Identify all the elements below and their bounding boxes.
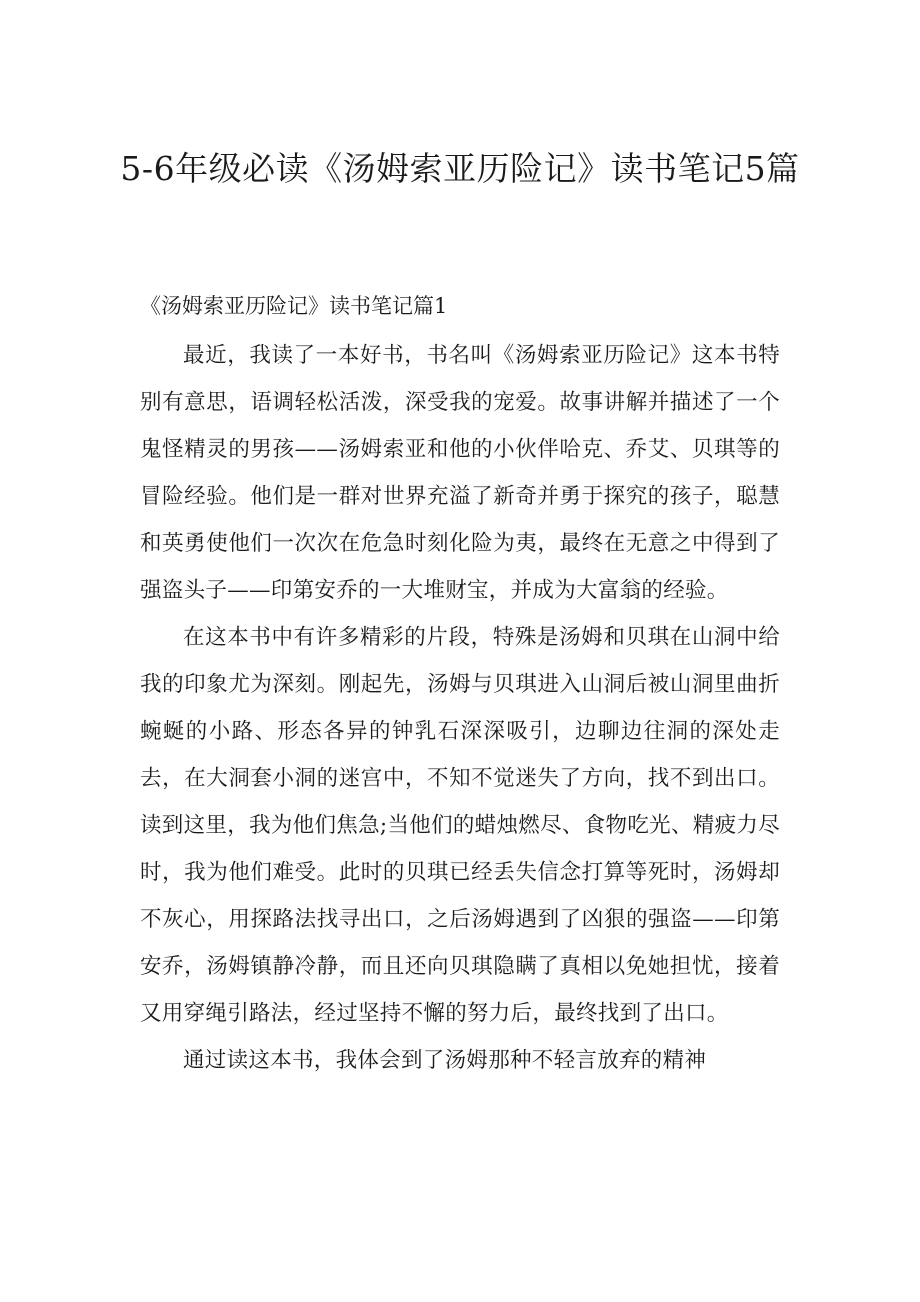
paragraph-2: 在这本书中有许多精彩的片段，特殊是汤姆和贝琪在山洞中给我的印象尤为深刻。刚起先，汤姆与贝琪进入山洞后被山洞里曲折蜿蜒的小路、形态各异的钟乳石深深吸引，边聊边往洞的深处走去，在大洞套小洞的迷宫中，不知不觉迷失了方向，找不到出口。读到这里，我为他们焦急;当他们的蜡烛燃尽、食物吃光、精疲力尽时，我为他们难受。此时的贝琪已经丢失信念打算等死时，汤姆却不灰心，用探路法找寻出口，之后汤姆遇到了凶狠的强盗——印第安乔，汤姆镇静冷静，而且还向贝琪隐瞒了真相以免她担忧，接着又用穿绳引路法，经过坚持不懈的努力后，最终找到了出口。	[140, 625, 780, 1026]
paragraph-1: 最近，我读了一本好书，书名叫《汤姆索亚历险记》这本书特别有意思，语调轻松活泼，深受我的宠爱。故事讲解并描述了一个鬼怪精灵的男孩——汤姆索亚和他的小伙伴哈克、乔艾、贝琪等的冒险经验。他们是一群对世界充溢了新奇并勇于探究的孩子，聪慧和英勇使他们一次次在危急时刻化险为夷，最终在无意之中得到了强盗头子——印第安乔的一大堆财宝，并成为大富翁的经验。	[140, 343, 780, 603]
document-title: 5-6年级必读《汤姆索亚历险记》读书笔记5篇	[120, 149, 800, 188]
body-text	[140, 332, 780, 1084]
paragraph-3: 通过读这本书，我体会到了汤姆那种不轻言放弃的精神	[183, 1048, 707, 1073]
section-heading: 《汤姆索亚历险记》读书笔记篇1	[140, 294, 448, 318]
